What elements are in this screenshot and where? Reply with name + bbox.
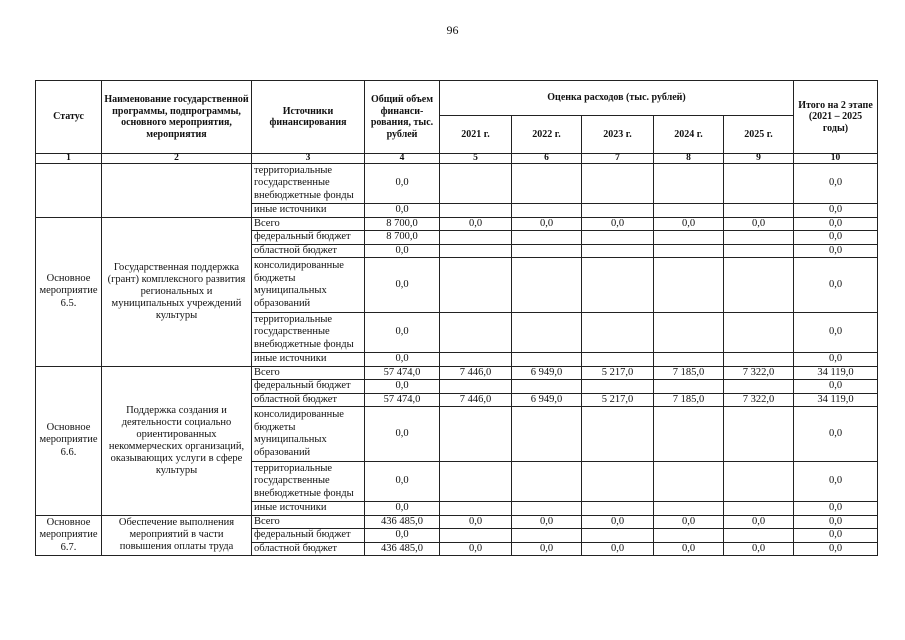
row-total: 57 474,0: [365, 393, 440, 407]
row-2025: 7 322,0: [724, 366, 794, 380]
row-2023: [582, 164, 654, 204]
row-2024: [654, 502, 724, 516]
header-status: Статус: [36, 81, 102, 154]
row-source: федеральный бюджет: [252, 380, 365, 394]
row-2022: [512, 204, 582, 218]
row-2023: 0,0: [582, 542, 654, 556]
row-2022: [512, 353, 582, 367]
row-2024: [654, 462, 724, 502]
row-source: иные источники: [252, 502, 365, 516]
row-stage-total: 34 119,0: [794, 366, 878, 380]
col-number: 7: [582, 154, 654, 164]
row-2023: [582, 353, 654, 367]
row-2023: 0,0: [582, 515, 654, 529]
row-2024: [654, 313, 724, 353]
row-2022: [512, 231, 582, 245]
col-number: 8: [654, 154, 724, 164]
row-2023: [582, 258, 654, 313]
row-total: 0,0: [365, 313, 440, 353]
row-2025: [724, 407, 794, 462]
row-2024: [654, 353, 724, 367]
row-source: консолидированные бюджеты муниципальных образований: [252, 407, 365, 462]
row-total: 0,0: [365, 164, 440, 204]
row-2025: [724, 353, 794, 367]
row-2023: [582, 462, 654, 502]
col-number: 10: [794, 154, 878, 164]
row-2022: [512, 380, 582, 394]
row-2021: [440, 407, 512, 462]
row-stage-total: 0,0: [794, 164, 878, 204]
col-number: 6: [512, 154, 582, 164]
row-stage-total: 0,0: [794, 462, 878, 502]
row-source: Всего: [252, 366, 365, 380]
row-2021: [440, 502, 512, 516]
row-source: Всего: [252, 217, 365, 231]
row-source: территориальные государственные внебюджетные фонды: [252, 462, 365, 502]
col-number: 4: [365, 154, 440, 164]
row-2023: [582, 313, 654, 353]
row-2024: 0,0: [654, 515, 724, 529]
col-number: 5: [440, 154, 512, 164]
row-source: территориальные государственные внебюджетные фонды: [252, 164, 365, 204]
row-status: [36, 164, 102, 218]
row-2023: [582, 407, 654, 462]
row-status: Основное мероприятие 6.5.: [36, 217, 102, 366]
row-2021: 7 446,0: [440, 366, 512, 380]
row-2025: [724, 502, 794, 516]
row-stage-total: 0,0: [794, 244, 878, 258]
row-2022: [512, 502, 582, 516]
row-2021: [440, 462, 512, 502]
row-2023: 0,0: [582, 217, 654, 231]
row-2025: [724, 231, 794, 245]
row-2021: 0,0: [440, 515, 512, 529]
row-2021: [440, 164, 512, 204]
row-2024: [654, 244, 724, 258]
financing-table: [35, 80, 878, 556]
row-2024: [654, 407, 724, 462]
row-2024: [654, 164, 724, 204]
row-stage-total: 0,0: [794, 258, 878, 313]
row-2024: [654, 529, 724, 543]
row-2022: [512, 244, 582, 258]
row-2022: [512, 164, 582, 204]
row-source: федеральный бюджет: [252, 231, 365, 245]
row-source: иные источники: [252, 353, 365, 367]
row-2025: 0,0: [724, 542, 794, 556]
col-number: 1: [36, 154, 102, 164]
row-stage-total: 0,0: [794, 204, 878, 218]
row-total: 8 700,0: [365, 231, 440, 245]
row-2023: [582, 502, 654, 516]
row-stage-total: 0,0: [794, 502, 878, 516]
row-total: 0,0: [365, 380, 440, 394]
row-2023: [582, 231, 654, 245]
row-name: Поддержка создания и деятельности социально ориентированных некоммерческих организаций, оказывающих услуги в сфере культуры: [102, 366, 252, 515]
row-2024: 7 185,0: [654, 366, 724, 380]
row-stage-total: 0,0: [794, 380, 878, 394]
row-2023: [582, 204, 654, 218]
row-2024: 0,0: [654, 217, 724, 231]
header-year-2022: 2022 г.: [512, 116, 582, 154]
row-2023: [582, 529, 654, 543]
row-stage-total: 0,0: [794, 407, 878, 462]
row-source: территориальные государственные внебюджетные фонды: [252, 313, 365, 353]
table-row: [36, 164, 878, 204]
table-row: [36, 217, 878, 231]
row-2025: [724, 462, 794, 502]
row-2021: 0,0: [440, 217, 512, 231]
header-year-2021: 2021 г.: [440, 116, 512, 154]
row-2022: 6 949,0: [512, 393, 582, 407]
row-2024: [654, 258, 724, 313]
row-2025: 0,0: [724, 217, 794, 231]
table-row: [36, 515, 878, 529]
row-name: Государственная поддержка (грант) комплексного развития региональных и муниципальных учреждений культуры: [102, 217, 252, 366]
row-2022: [512, 407, 582, 462]
row-total: 8 700,0: [365, 217, 440, 231]
header-total-volume: Общий объем финанси- рования, тыс. рублей: [365, 81, 440, 154]
row-source: областной бюджет: [252, 244, 365, 258]
row-stage-total: 0,0: [794, 231, 878, 245]
header-sources: Источники финансирования: [252, 81, 365, 154]
row-total: 0,0: [365, 462, 440, 502]
header-year-2023: 2023 г.: [582, 116, 654, 154]
row-2021: [440, 231, 512, 245]
row-2021: [440, 258, 512, 313]
row-stage-total: 0,0: [794, 515, 878, 529]
row-stage-total: 0,0: [794, 313, 878, 353]
row-2025: [724, 164, 794, 204]
row-stage-total: 0,0: [794, 542, 878, 556]
row-total: 436 485,0: [365, 542, 440, 556]
header-estimate: Оценка расходов (тыс. рублей): [440, 81, 794, 116]
row-stage-total: 34 119,0: [794, 393, 878, 407]
row-2022: [512, 258, 582, 313]
row-status: Основное мероприятие 6.6.: [36, 366, 102, 515]
row-stage-total: 0,0: [794, 353, 878, 367]
row-2021: 7 446,0: [440, 393, 512, 407]
row-2025: 0,0: [724, 515, 794, 529]
row-2025: 7 322,0: [724, 393, 794, 407]
row-total: 0,0: [365, 529, 440, 543]
row-2024: 7 185,0: [654, 393, 724, 407]
row-source: областной бюджет: [252, 542, 365, 556]
row-total: 0,0: [365, 502, 440, 516]
row-2023: 5 217,0: [582, 393, 654, 407]
row-source: консолидированные бюджеты муниципальных образований: [252, 258, 365, 313]
header-stage-total: Итого на 2 этапе (2021 – 2025 годы): [794, 81, 878, 154]
row-2023: [582, 380, 654, 394]
row-2022: 6 949,0: [512, 366, 582, 380]
row-2024: 0,0: [654, 542, 724, 556]
row-source: федеральный бюджет: [252, 529, 365, 543]
row-2021: [440, 244, 512, 258]
row-2021: 0,0: [440, 542, 512, 556]
row-2022: 0,0: [512, 542, 582, 556]
row-total: 0,0: [365, 244, 440, 258]
row-2025: [724, 258, 794, 313]
row-status: Основное мероприятие 6.7.: [36, 515, 102, 556]
row-stage-total: 0,0: [794, 529, 878, 543]
row-2023: 5 217,0: [582, 366, 654, 380]
row-2024: [654, 204, 724, 218]
col-number: 9: [724, 154, 794, 164]
row-2022: 0,0: [512, 515, 582, 529]
row-2021: [440, 204, 512, 218]
row-source: Всего: [252, 515, 365, 529]
row-total: 0,0: [365, 353, 440, 367]
row-total: 0,0: [365, 204, 440, 218]
row-2023: [582, 244, 654, 258]
row-name: Обеспечение выполнения мероприятий в части повышения оплаты труда: [102, 515, 252, 556]
row-2025: [724, 244, 794, 258]
col-number: 3: [252, 154, 365, 164]
row-2025: [724, 380, 794, 394]
header-name: Наименование государственной программы, подпрограммы, основного мероприятия, мероприятия: [102, 81, 252, 154]
header-year-2024: 2024 г.: [654, 116, 724, 154]
row-2022: [512, 313, 582, 353]
row-2025: [724, 204, 794, 218]
row-2024: [654, 231, 724, 245]
row-2022: [512, 462, 582, 502]
row-2021: [440, 380, 512, 394]
row-2021: [440, 529, 512, 543]
row-stage-total: 0,0: [794, 217, 878, 231]
row-total: 0,0: [365, 407, 440, 462]
row-source: иные источники: [252, 204, 365, 218]
row-name: [102, 164, 252, 218]
row-total: 436 485,0: [365, 515, 440, 529]
row-2025: [724, 529, 794, 543]
row-2022: [512, 529, 582, 543]
row-total: 57 474,0: [365, 366, 440, 380]
row-source: областной бюджет: [252, 393, 365, 407]
row-2025: [724, 313, 794, 353]
row-total: 0,0: [365, 258, 440, 313]
col-number: 2: [102, 154, 252, 164]
page-number: 96: [446, 23, 459, 37]
row-2021: [440, 353, 512, 367]
row-2024: [654, 380, 724, 394]
row-2022: 0,0: [512, 217, 582, 231]
header-year-2025: 2025 г.: [724, 116, 794, 154]
row-2021: [440, 313, 512, 353]
table-row: [36, 366, 878, 380]
